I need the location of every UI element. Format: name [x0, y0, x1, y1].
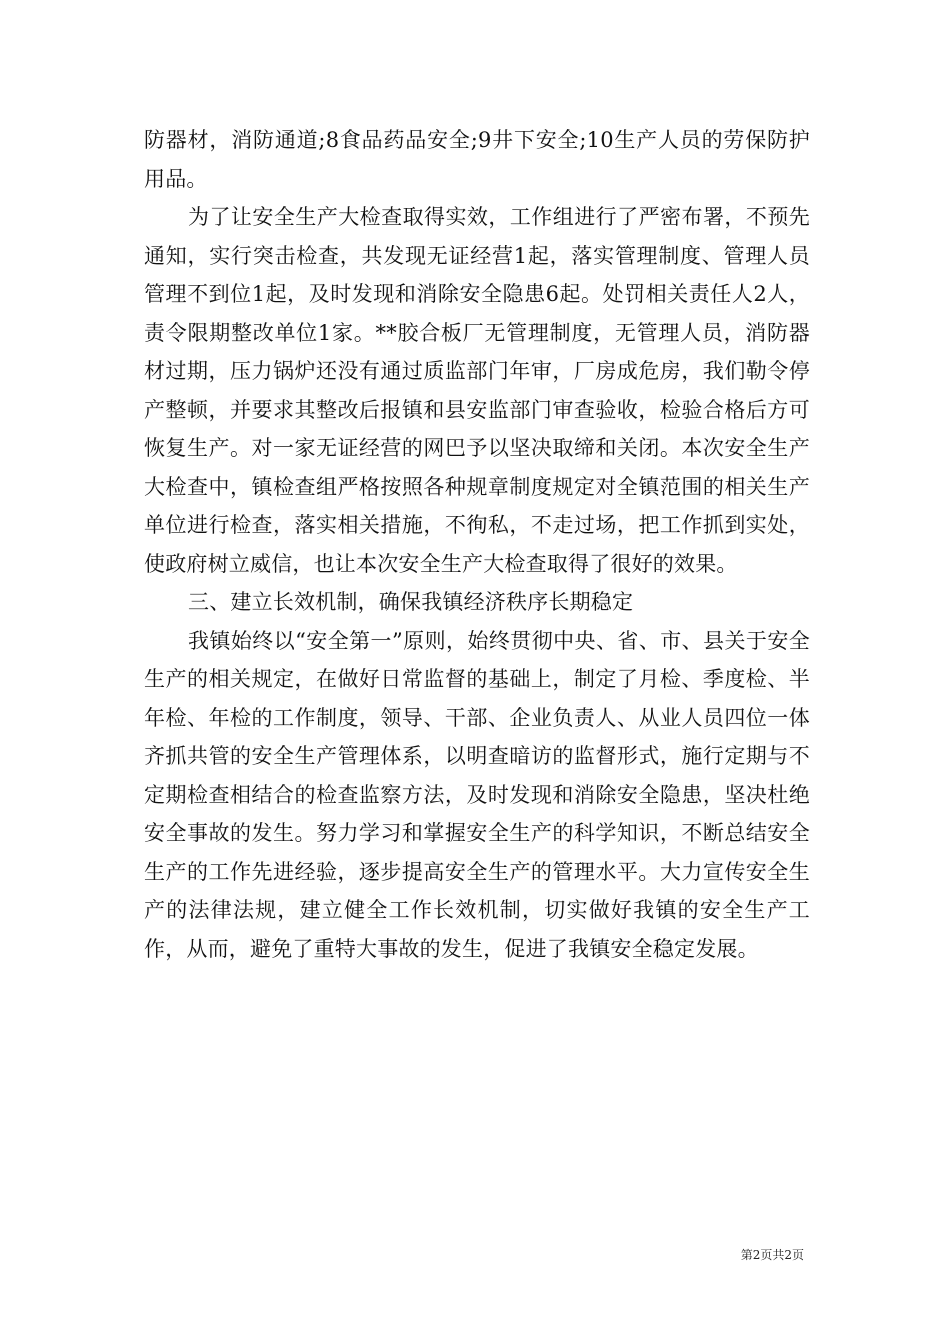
section-heading: 三、建立长效机制，确保我镇经济秩序长期稳定 [188, 590, 634, 614]
document-body [144, 121, 810, 968]
paragraph-continuation: 防器材，消防通道;8食品药品安全;9井下安全;10生产人员的劳保防护用品。 [144, 128, 810, 191]
paragraph-inspection-results: 为了让安全生产大检查取得实效，工作组进行了严密布署，不预先通知，实行突击检查，共发现无证经营1起，落实管理制度、管理人员管理不到位1起，及时发现和消除安全隐患6起。处罚相关责任人2人，责令限期整改单位1家。**胶合板厂无管理制度，无管理人员，消防器材过期，压力锅炉还没有通过质监部门年审，厂房成危房，我们勒令停产整顿，并要求其整改后报镇和县安监部门审查验收，检验合格后方可恢复生产。对一家无证经营的网巴予以坚决取缔和关闭。本次安全生产大检查中，镇检查组严格按照各种规章制度规定对全镇范围的相关生产单位进行检查，落实相关措施，不徇私，不走过场，把工作抓到实处，使政府树立威信，也让本次安全生产大检查取得了很好的效果。 [144, 205, 810, 576]
paragraph-long-term-mechanism: 我镇始终以“安全第一”原则，始终贯彻中央、省、市、县关于安全生产的相关规定，在做好日常监督的基础上，制定了月检、季度检、半年检、年检的工作制度，领导、干部、企业负责人、从业人员四位一体齐抓共管的安全生产管理体系，以明查暗访的监督形式，施行定期与不定期检查相结合的检查监察方法，及时发现和消除安全隐患，坚决杜绝安全事故的发生。努力学习和掌握安全生产的科学知识，不断总结安全生产的工作先进经验，逐步提高安全生产的管理水平。大力宣传安全生产的法律法规，建立健全工作长效机制，切实做好我镇的安全生产工作，从而，避免了重特大事故的发生，促进了我镇安全稳定发展。 [144, 628, 810, 961]
page-number-footer: 第2页共2页 [740, 1248, 804, 1262]
